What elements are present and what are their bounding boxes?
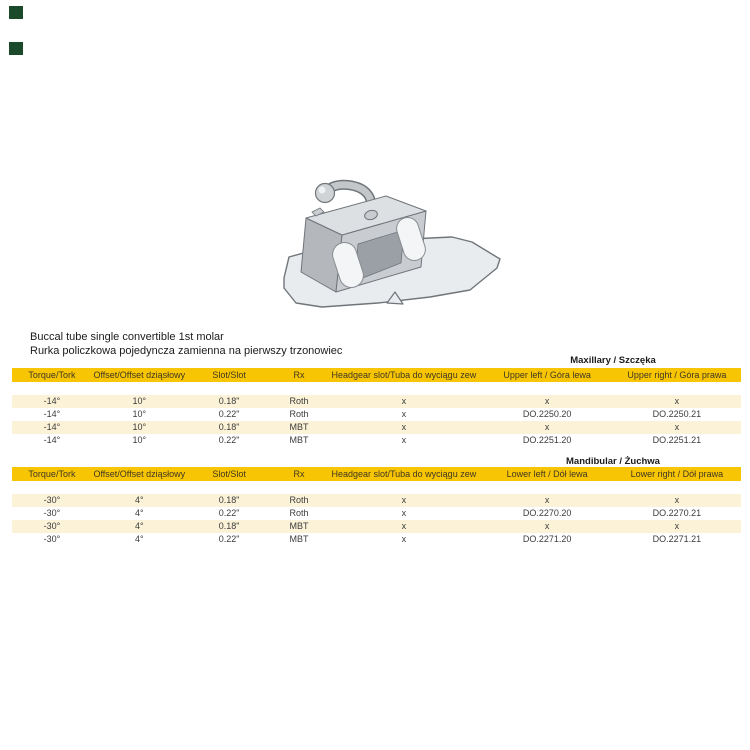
table-cell: DO.2251.21	[652, 435, 702, 445]
table-cell: DO.2271.20	[522, 534, 572, 544]
table-cell: 10°	[132, 422, 147, 432]
table-row	[12, 434, 741, 447]
table-cell: -14°	[43, 409, 61, 419]
column-header: Lower left / Dół lewa	[506, 469, 588, 479]
table-cell: x	[401, 495, 407, 505]
table-cell: 0.18"	[218, 422, 240, 432]
table-row	[12, 421, 741, 434]
table-cell: 0.22"	[218, 435, 240, 445]
table-cell: 0.22"	[218, 409, 240, 419]
table-cell: x	[674, 396, 680, 406]
table-cell: 10°	[132, 435, 147, 445]
table-row	[12, 408, 741, 421]
table-row	[12, 395, 741, 408]
table-cell: DO.2250.20	[522, 409, 572, 419]
table-cell: MBT	[289, 422, 309, 432]
table-cell: MBT	[289, 521, 309, 531]
table-cell: 0.22"	[218, 508, 240, 518]
table-cell: DO.2270.21	[652, 508, 702, 518]
table-cell: x	[401, 422, 407, 432]
table-cell: Roth	[289, 409, 309, 419]
column-header: Lower right / Dół prawa	[630, 469, 724, 479]
table-cell: x	[401, 409, 407, 419]
table-spacer	[12, 382, 741, 395]
table-cell: x	[544, 495, 550, 505]
table-row	[12, 533, 741, 546]
table-cell: -30°	[43, 534, 61, 544]
mandibular-table	[12, 467, 741, 546]
table-cell: -30°	[43, 508, 61, 518]
table-cell: x	[401, 534, 407, 544]
table-cell: x	[674, 521, 680, 531]
table-cell: x	[544, 396, 550, 406]
column-header: Upper right / Góra prawa	[627, 370, 727, 380]
column-header: Headgear slot/Tuba do wyciągu zew	[331, 469, 477, 479]
product-title-pl: Rurka policzkowa pojedyncza zamienna na pierwszy trzonowiec	[30, 345, 343, 357]
table-cell: 0.18"	[218, 521, 240, 531]
table-cell: 10°	[132, 396, 147, 406]
table-cell: -30°	[43, 521, 61, 531]
table-header-row	[12, 467, 741, 481]
table-cell: 4°	[135, 521, 144, 531]
table-cell: -14°	[43, 396, 61, 406]
table-cell: x	[401, 435, 407, 445]
table-cell: DO.2270.20	[522, 508, 572, 518]
table-cell: MBT	[289, 435, 309, 445]
table-cell: -14°	[43, 422, 61, 432]
table-header-row	[12, 368, 741, 382]
product-title-block	[30, 330, 342, 358]
section-label-maxillary: Maxillary / Szczęka	[570, 355, 656, 366]
table-cell: x	[674, 495, 680, 505]
table-cell: DO.2250.21	[652, 409, 702, 419]
table-cell: x	[544, 422, 550, 432]
table-rows	[12, 395, 741, 447]
column-header: Torque/Tork	[28, 370, 76, 380]
table-row	[12, 507, 741, 520]
registration-mark-icon	[9, 42, 23, 55]
table-cell: 0.18"	[218, 495, 240, 505]
table-cell: 4°	[135, 495, 144, 505]
table-cell: -30°	[43, 495, 61, 505]
table-rows	[12, 494, 741, 546]
table-cell: x	[401, 508, 407, 518]
registration-mark-icon	[9, 6, 23, 19]
table-cell: x	[401, 521, 407, 531]
column-header: Rx	[293, 370, 305, 380]
maxillary-table	[12, 368, 741, 447]
table-cell: x	[674, 422, 680, 432]
table-cell: 4°	[135, 508, 144, 518]
section-label-mandibular: Mandibular / Żuchwa	[566, 456, 660, 467]
column-header: Slot/Slot	[212, 469, 246, 479]
table-cell: 10°	[132, 409, 147, 419]
table-cell: x	[544, 521, 550, 531]
column-header: Rx	[293, 469, 305, 479]
column-header: Torque/Tork	[28, 469, 76, 479]
table-cell: x	[401, 396, 407, 406]
column-header: Headgear slot/Tuba do wyciągu zew	[331, 370, 477, 380]
table-spacer	[12, 481, 741, 494]
column-header: Slot/Slot	[212, 370, 246, 380]
table-cell: DO.2271.21	[652, 534, 702, 544]
table-cell: 0.22"	[218, 534, 240, 544]
table-cell: Roth	[289, 508, 309, 518]
column-header: Offset/Offset dziąsłowy	[93, 370, 186, 380]
table-cell: Roth	[289, 396, 309, 406]
column-header: Offset/Offset dziąsłowy	[93, 469, 186, 479]
table-cell: -14°	[43, 435, 61, 445]
table-cell: Roth	[289, 495, 309, 505]
product-title-en: Buccal tube single convertible 1st molar	[30, 331, 224, 343]
table-row	[12, 494, 741, 507]
table-row	[12, 520, 741, 533]
table-cell: DO.2251.20	[522, 435, 572, 445]
product-render-buccal-tube	[270, 162, 510, 317]
column-header: Upper left / Góra lewa	[503, 370, 591, 380]
table-cell: 0.18"	[218, 396, 240, 406]
table-cell: MBT	[289, 534, 309, 544]
table-cell: 4°	[135, 534, 144, 544]
